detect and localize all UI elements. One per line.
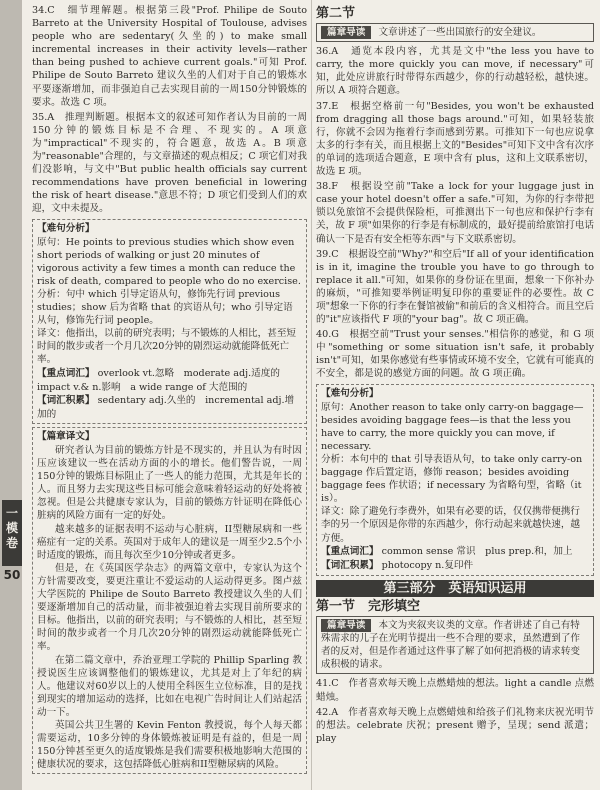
key-words: overlook vt.忽略 moderate adj.适度的 impact v.& n.影响 a wide range of 大范围的	[37, 367, 290, 393]
answer-36: 36.A 通览本段内容，尤其是文中"the less you have to carry, the more quickly you can move, if necessary"可知，此处应讲旅行时带得东西越少，你的行动越轻松，越快速。所以 A 项符合题意。	[316, 46, 594, 97]
difficult-analysis: 分析：句中 which 引导定语从句，修饰先行词 previous studies；show 后为省略 that 的宾语从句；who 引导定语从句，修饰先行词 people。	[37, 288, 293, 327]
part-three-title: 第三部分 英语知识运用	[316, 580, 594, 597]
translation-p2: 越来越多的证据表明不运动与心脏病，II型糖尿病和一些癌症有一定的关系。英国对于成年人的建议是一周至少2.5个小时适度的锻炼，而且每次至少10分钟或者更多。	[37, 523, 302, 561]
answer-37: 37.E 根据空格前一句"Besides, you won't be exhausted from dragging all those bags around."可知，如果轻装旅行，你就不会因为拖着行李而感到劳累。可推知下一句也应说拿太多的行李有关，而且根据上文的"Besides"可知下文中含有次序的单词的选项适合题意，E 项中含有 plus，这和上文联系密切，故选 E 项。	[316, 100, 594, 178]
column-divider	[311, 0, 312, 790]
volume-tab: 一模卷	[2, 500, 22, 566]
key-words-tag: 【重点词汇】	[37, 367, 95, 379]
difficult-original-2: 原句：Another reason to take only carry-on baggage—besides avoiding baggage fees—is that the less you have to carry, the more quickly you can move, if necessary.	[321, 401, 584, 452]
answer-35: 35.A 推理判断题。根据本文的叙述可知作者认为目前的一周150分钟的锻炼目标是不合理、不现实的。A 项意为"impractical"不现实的，符合题意，故选 A。B 项意为"reasonable"合理的，与文章描述的观点相反；C 项它们对我们没影响，与文中"But public health officials say current recommendations have proven beneficial in lowering the risk of heart disease."意思不符；D 项它们受到人们的欢迎，文中未提及。	[32, 111, 307, 215]
cloze-section-title: 第一节 完形填空	[316, 598, 421, 614]
difficult-sentence-tag-2: 【难句分析】	[321, 387, 379, 399]
key-words-2: common sense 常识 plus prep.和，加上	[381, 545, 573, 557]
difficult-sentence-tag: 【难句分析】	[37, 222, 95, 234]
difficult-translation: 译文：他指出，以前的研究表明；与不锻炼的人相比，甚至短时间的散步或者一个月几次20分钟的剧烈运动就能降低死亡率。	[37, 328, 297, 366]
vocab-tag-2: 【词汇积累】	[321, 559, 379, 571]
translation-p5: 英国公共卫生署的 Kevin Fenton 教授说，每个人每天都需要运动，10多分钟的身体锻炼被证明是有益的，但是一周150分钟甚至更久的适度锻炼是我们需要积极地影响大范围的健康状况的要求，这包括降低心脏病和II型糖尿病的风险。	[37, 719, 302, 771]
difficult-sentence-box-2	[316, 384, 594, 576]
translation-p4: 在第二篇文章中，乔治亚理工学院的 Phillip Sparling 教授说医生应该调整他们的锻炼建议，尤其是对上了年纪的病人。他建议对60岁以上的人使用全科医生立位标准，目的是找到现实的增加运动的选择，比如在电视广告时间让人们站起活动一下。	[37, 654, 302, 718]
answer-42: 42.A 作者喜欢每天晚上点燃蜡烛和给孩子们礼物来庆祝光明节的想法。celebrate 庆祝；present 赠予，呈现；send 派遣；play	[316, 706, 594, 744]
left-column	[32, 4, 307, 777]
guide-tag: 篇章导读	[321, 26, 371, 39]
difficult-original: 原句：He points to previous studies which show even short periods of walking or just 20 minutes of vigorous activity a few times a month can reduce the risk of death, compared to people who do no exercise.	[37, 236, 301, 287]
guide-box	[316, 23, 594, 42]
vocab-2: photocopy n.复印件	[381, 559, 474, 571]
answer-39: 39.C 根据设空前"Why?"和空后"If all of your identification is in it, imagine the trouble you have to go through to replace it all."可知，如果你的身份证在里面，想象一下你补办的麻烦，"可推知要举例证明复印你的重要证件的必要性。故 C 项"想象一下你的行李在餐馆被偷"和前后的含义相符合。而且空后的"it"应该指代 F 项的"your bag"。故 C 项正确。	[316, 248, 594, 326]
guide-box-2	[316, 616, 594, 674]
guide-text: 文章讲述了一些出国旅行的安全建议。	[378, 27, 542, 39]
right-column	[316, 4, 594, 747]
guide-tag-2: 篇章导读	[321, 619, 371, 632]
section-title: 第二节	[316, 6, 356, 21]
page-sidebar	[0, 0, 22, 790]
answer-38: 38.F 根据设空前"Take a lock for your luggage just in case your hotel doesn't offer a safe."可知，为你的行李带把锁以免旅馆不会提供保险柜，可推测出下一句也应和保护行李有关，故 F 项"如果你的行李是有标制成的，最好提前给旅馆打电话确认一下是否有安全柜等东西"与下文联系密切。	[316, 181, 594, 245]
difficult-sentence-box	[32, 219, 307, 424]
difficult-analysis-2: 分析：本句中的 that 引导表语从句，to take only carry-on baggage 作后置定语，修饰 reason；besides avoiding baggage fees 作状语；if necessary 为省略句型，省略（it is）。	[321, 454, 583, 505]
answer-40: 40.G 根据空前"Trust your senses."相信你的感觉，和 G 项中"something or some situation isn't safe, it probably isn't"可知，如果你感觉有些事情或环境不安全，它就有可能真的不安全，都是说的感觉方面的问题。故 G 项正确。	[316, 329, 594, 380]
translation-tag: 【篇章译文】	[37, 430, 95, 442]
answer-34: 34.C 细节理解题。根据第三段"Prof. Philipe de Souto Barreto at the University Hospital of Toulouse, advises people who are sedentary(久坐的) to make small incremental increases in their activity levels—rather than being pushed to achieve current goals."可知 Prof. Philipe de Souto Barreto 建议久坐的人们对于自己的锻炼水平要逐渐增加，而非强迫自己去实现目前的一周150分钟锻炼的要求。故选 C 项。	[32, 5, 307, 108]
vocab-tag: 【词汇积累】	[37, 394, 95, 406]
key-words-tag-2: 【重点词汇】	[321, 545, 379, 557]
translation-box	[32, 427, 307, 774]
answer-41: 41.C 作者喜欢每天晚上点燃蜡烛的想法。light a candle 点燃蜡烛。	[316, 678, 594, 703]
page-number: 50	[3, 568, 21, 582]
translation-p3: 但是，在《英国医学杂志》的两篇文章中，专家认为这个方针需要改变，要更注重让不爱运动的人运动得更多。图卢兹大学医院的 Philipe de Souto Barreto 教授建议久坐的人们要逐渐增加自己的活动量，而非被强迫着去实现目前所要求的目标。他指出，以前的研究表明；与不锻炼的人相比，甚至短时间的散步或者一个月几次20分钟的剧烈运动就能降低死亡率。	[37, 562, 302, 653]
difficult-translation-2: 译文：除了避免行李费外，如果有必要的话，仅仅携带便携行李的另一个原因是你带的东西越少，你行动起来就越快速，越方便。	[321, 506, 581, 544]
vocab: sedentary adj.久坐的 incremental adj.增加的	[37, 394, 295, 420]
translation-p1: 研究者认为目前的锻炼方针是不现实的，并且认为有时因压应该建议一些在活动方面的小的增长。他们警告说，一周150分钟的锻炼目标阻止了一些人的能力范围，尤其是年长的人。而且努力去实现这些目标可能会意味着轻运动的好处将被忽视。但是公共健康专家认为，目前的锻炼方针证明在降低心脏病的风险方面有一定的好处。	[37, 445, 302, 522]
guide-text-2: 本文为夹叙夹议类的文章。作者讲述了自己有特殊需求的儿子在光明节提出一些不合理的要求，虽然遭到了作者的反对，但是作者通过这件事了解了如何把消极的请求转变成积极的请求。	[321, 620, 581, 671]
